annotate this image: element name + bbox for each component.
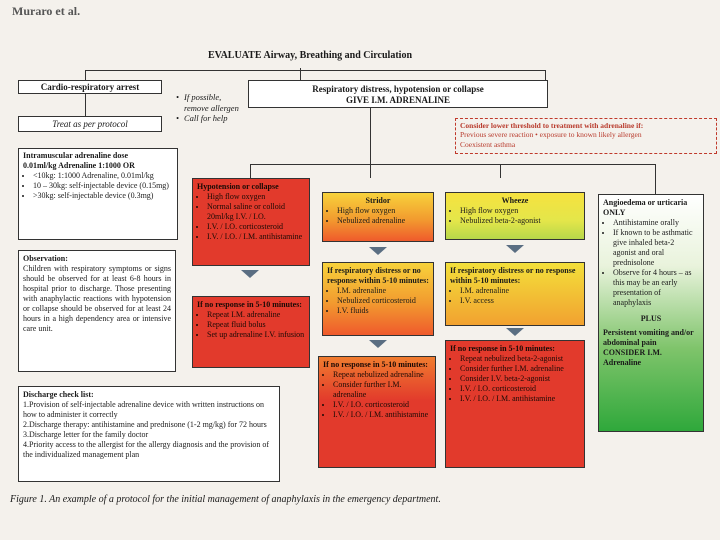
treat-box: Treat as per protocol [18,116,162,132]
hypotension-item: • Normal saline or colloid 20ml/kg I.V. / I.O. [207,202,305,222]
arrow-icon [241,270,259,278]
consider-box [455,118,717,154]
stridor-noresp-title: If no response in 5-10 minutes: [323,360,428,369]
arrest-box: Cardio-respiratory arrest [18,80,162,94]
angio-item: • Antihistamine orally [613,218,699,228]
angio-title: Angioedema or urticaria ONLY [603,198,688,217]
hypo-noresp-item: • Repeat fluid bolus [207,320,305,330]
branch-stridor [370,164,371,178]
hypotension-box [192,178,310,266]
angio-persistent: Persistent vomiting and/or abdominal pain CONSIDER I.M. Adrenaline [603,328,694,367]
wheeze-resp-box [445,262,585,326]
stridor-resp-item: • I.V. fluids [337,306,429,316]
consider-line3: Coexistent asthma [460,139,516,149]
top-connector-mid [300,68,301,80]
wheeze-noresp-item: • Consider I.V. beta-2-agonist [460,374,580,384]
stridor-noresp-item: • I.V. / I.O. corticosteroid [333,400,431,410]
branch-hypo [250,164,251,178]
arrow-icon [506,328,524,336]
wheeze-noresp-item: • Consider further I.M. adrenaline [460,364,580,374]
angio-box [598,194,704,432]
discharge-item: 2.Discharge therapy: antihistamine and prednisone (1-2 mg/kg) for 72 hours [23,420,267,429]
evaluate-box [150,50,470,68]
side-notes [176,92,250,124]
angio-item: • If known to be asthmatic give inhaled beta-2 agonist and oral prednisolone [613,228,699,268]
hypo-noresp-item: • Set up adrenaline I.V. infusion [207,330,305,340]
dose-item: • 10 – 30kg: self-injectable device (0.15mg) [33,181,173,191]
wheeze-item: • Nebulized beta-2-agonist [460,216,580,226]
top-connector [85,70,545,71]
arrow-icon [369,340,387,348]
dose-box [18,148,178,240]
observation-box [18,250,176,372]
arrest-line [85,94,86,116]
consider-line1: Consider lower threshold to treatment with adrenaline if: [460,121,644,130]
discharge-title: Discharge check list: [23,390,94,399]
branch-connector [250,164,655,165]
wheeze-noresp-title: If no response in 5-10 minutes: [450,344,555,353]
stridor-box [322,192,434,242]
wheeze-item: • High flow oxygen [460,206,580,216]
wheeze-noresp-item: • I.V. / I.O. corticosteroid [460,384,580,394]
discharge-item: 1.Provision of self-injectable adrenaline device with written instructions on how to administer it correctly [23,400,265,419]
stridor-item: • Nebulized adrenaline [337,216,429,226]
hypo-noresp-title: If no response in 5-10 minutes: [197,300,302,309]
stridor-item: • High flow oxygen [337,206,429,216]
top-connector-left [85,70,86,80]
figure-caption: Figure 1. An example of a protocol for the initial management of anaphylaxis in the emergency department. [10,494,441,505]
side-note-2: • Call for help [176,113,228,124]
resp-connector [370,108,371,164]
hypotension-item: • High flow oxygen [207,192,305,202]
angio-item: • Observe for 4 hours – as this may be an early presentation of anaphylaxis [613,268,699,308]
stridor-title: Stridor [365,196,391,205]
stridor-noresp-item: • I.V. / I.O. / I.M. antihistamine [333,410,431,420]
wheeze-resp-title: If respiratory distress or no response within 5-10 minutes: [450,266,576,285]
stridor-resp-box [322,262,434,336]
wheeze-box [445,192,585,240]
wheeze-noresp-item: • I.V. / I.O. / I.M. antihistamine [460,394,580,404]
stridor-noresp-box [318,356,436,468]
wheeze-noresp-item: • Repeat nebulized beta-2-agonist [460,354,580,364]
arrow-icon [506,245,524,253]
hypo-noresp-box [192,296,310,368]
discharge-item: 4.Priority access to the allergist for the allergy diagnosis and the provision of the individualized management plan [23,440,270,459]
discharge-item: 3.Discharge letter for the family doctor [23,430,149,439]
resp-line1: Respiratory distress, hypotension or collapse [312,84,484,94]
angio-plus: PLUS [640,314,662,323]
hypotension-item: • I.V. / I.O. / I.M. antihistamine [207,232,305,242]
consider-line2: Previous severe reaction • exposure to known likely allergen [460,130,642,140]
author-header: Muraro et al. [12,4,81,18]
side-note-1: • If possible, remove allergen [176,92,239,113]
dose-item: • >30kg: self-injectable device (0.3mg) [33,191,173,201]
branch-wheeze [500,164,501,178]
stridor-noresp-item: • Repeat nebulized adrenaline [333,370,431,380]
observation-title: Observation: [23,254,68,263]
discharge-box [18,386,280,482]
dose-line1: 0.01ml/kg Adrenaline 1:1000 OR [23,161,135,170]
wheeze-title: Wheeze [501,196,529,205]
hypotension-item: • I.V. / I.O. corticosteroid [207,222,305,232]
dose-title: Intramuscular adrenaline dose [23,151,129,160]
hypo-noresp-item: • Repeat I.M. adrenaline [207,310,305,320]
arrow-icon [369,247,387,255]
wheeze-resp-item: • I.M. adrenaline [460,286,580,296]
hypotension-title: Hypotension or collapse [197,182,279,191]
observation-text: Children with respiratory symptoms or signs should be observed for at least 6-8 hours in hospital prior to discharge. Those presenting with anaphylactic reactions with hypotension or collapse should be observed for at least 24 hours in a high dependency area or intensive care unit. [23,264,171,333]
stridor-resp-title: If respiratory distress or no response within 5-10 minutes: [327,266,429,285]
resp-line2: GIVE I.M. ADRENALINE [345,95,450,106]
dose-item: • <10kg: 1:1000 Adrenaline, 0.01ml/kg [33,171,173,181]
stridor-resp-item: • I.M. adrenaline [337,286,429,296]
evaluate-text: EVALUATE Airway, Breathing and Circulation [207,50,413,61]
stridor-resp-item: • Nebulized corticosteroid [337,296,429,306]
stridor-noresp-item: • Consider further I.M. adrenaline [333,380,431,400]
resp-distress-box [248,80,548,108]
wheeze-noresp-box [445,340,585,468]
wheeze-resp-item: • I.V. access [460,296,580,306]
branch-angio [655,164,656,194]
